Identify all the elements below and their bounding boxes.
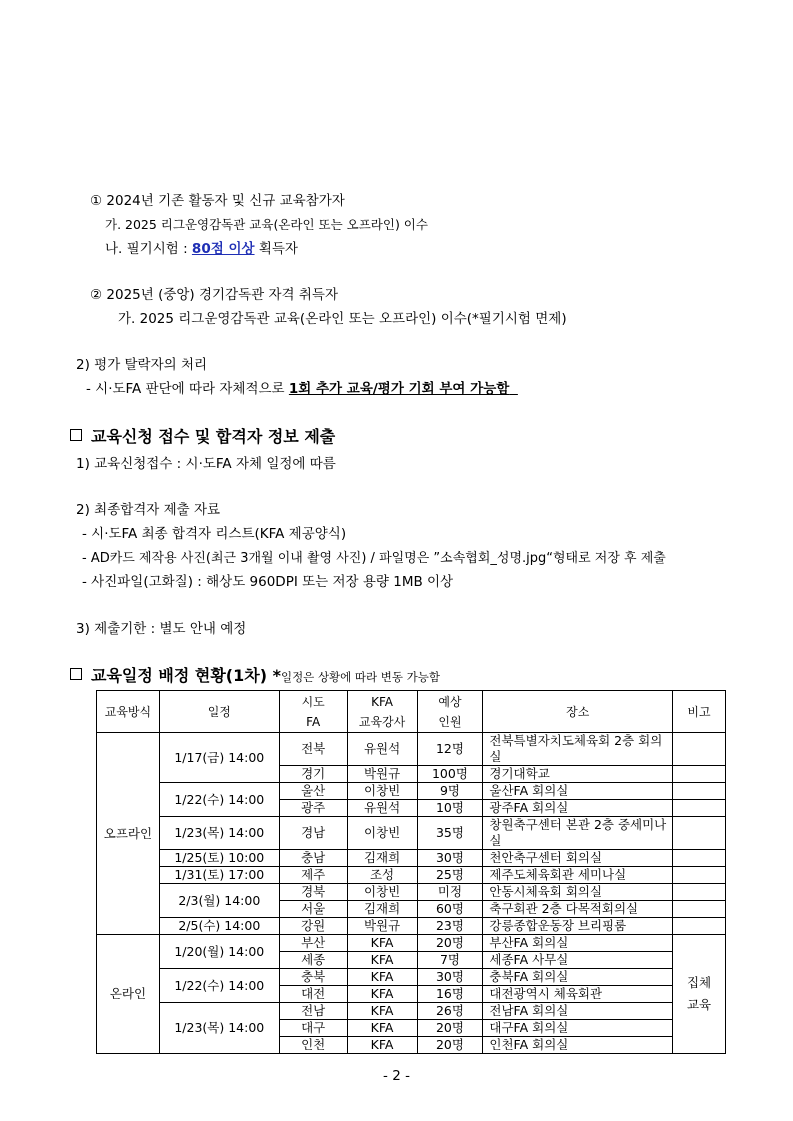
table-row (97, 935, 726, 952)
cell-remarks (673, 850, 726, 867)
cell-region: 강원 (279, 918, 347, 935)
cell-place: 천안축구센터 회의실 (483, 850, 673, 867)
item2-title: ② 2025년 (중앙) 경기감독관 자격 취득자 (90, 287, 338, 303)
cell-remarks (673, 766, 726, 783)
table-row (97, 733, 726, 766)
cell-region: 전남 (279, 1003, 347, 1020)
section2-item1: 1) 교육신청접수 : 시·도FA 자체 일정에 따름 (76, 456, 336, 472)
fail-title: 2) 평가 탈락자의 처리 (76, 357, 208, 373)
cell-date: 1/23(목) 14:00 (159, 1003, 279, 1054)
cell-expected: 25명 (417, 867, 483, 884)
cell-expected: 20명 (417, 935, 483, 952)
cell-date: 1/17(금) 14:00 (159, 733, 279, 783)
cell-instructor: 이창빈 (347, 783, 417, 800)
cell-region: 경남 (279, 817, 347, 850)
schedule-table (96, 690, 726, 1054)
cell-instructor: 김재희 (347, 901, 417, 918)
page-number: - 2 - (383, 1068, 410, 1084)
section3-heading: 교육일정 배정 현황(1차) *일정은 상황에 따라 변동 가능함 (70, 666, 440, 687)
cell-expected: 30명 (417, 969, 483, 986)
table-body (97, 733, 726, 1054)
cell-region: 인천 (279, 1037, 347, 1054)
section2-heading: 교육신청 접수 및 합격자 정보 제출 (70, 427, 335, 447)
cell-expected: 100명 (417, 766, 483, 783)
cell-date: 1/20(월) 14:00 (159, 935, 279, 969)
item2-a: 가. 2025 리그운영감독관 교육(온라인 또는 오프라인) 이수(*필기시험 면제) (118, 311, 567, 327)
checkbox-square-icon (70, 429, 82, 441)
cell-instructor: 박원규 (347, 766, 417, 783)
cell-expected: 미정 (417, 884, 483, 901)
cell-instructor: 조성 (347, 867, 417, 884)
cell-place: 광주FA 회의실 (483, 800, 673, 817)
cell-remarks (673, 901, 726, 918)
cell-date: 2/3(월) 14:00 (159, 884, 279, 918)
cell-place: 대구FA 회의실 (483, 1020, 673, 1037)
cell-instructor: 김재희 (347, 850, 417, 867)
cell-expected: 10명 (417, 800, 483, 817)
cell-remarks-group: 집체 교육 (673, 935, 726, 1054)
table-row (97, 817, 726, 850)
cell-remarks (673, 867, 726, 884)
cell-region: 대전 (279, 986, 347, 1003)
cell-expected: 12명 (417, 733, 483, 766)
cell-place: 대전광역시 체육회관 (483, 986, 673, 1003)
cell-instructor: 이창빈 (347, 817, 417, 850)
cell-place: 강릉종합운동장 브리핑룸 (483, 918, 673, 935)
cell-expected: 26명 (417, 1003, 483, 1020)
cell-instructor: KFA (347, 1020, 417, 1037)
cell-expected: 30명 (417, 850, 483, 867)
cell-expected: 7명 (417, 952, 483, 969)
cell-region: 경북 (279, 884, 347, 901)
highlight-score: 80점 이상 (191, 241, 255, 257)
cell-expected: 20명 (417, 1020, 483, 1037)
cell-region: 울산 (279, 783, 347, 800)
cell-remarks (673, 884, 726, 901)
cell-date: 1/22(수) 14:00 (159, 969, 279, 1003)
cell-region: 세종 (279, 952, 347, 969)
header-place: 장소 (483, 691, 673, 733)
table-row (97, 867, 726, 884)
cell-date: 1/23(목) 14:00 (159, 817, 279, 850)
item1-title: ① 2024년 기존 활동자 및 신규 교육참가자 (90, 193, 345, 209)
cell-remarks (673, 800, 726, 817)
cell-expected: 60명 (417, 901, 483, 918)
cell-remarks (673, 783, 726, 800)
cell-instructor: KFA (347, 935, 417, 952)
cell-place: 전남FA 회의실 (483, 1003, 673, 1020)
cell-remarks (673, 817, 726, 850)
cell-region: 경기 (279, 766, 347, 783)
cell-region: 제주 (279, 867, 347, 884)
item1-b: 나. 필기시험 : 80점 이상 획득자 (105, 241, 298, 257)
table-row (97, 850, 726, 867)
cell-instructor: KFA (347, 952, 417, 969)
section2-item2-b: - AD카드 제작용 사진(최근 3개월 이내 촬영 사진) / 파일명은 ”소속협회_성명.jpg“형태로 저장 후 제출 (82, 551, 666, 566)
cell-remarks (673, 918, 726, 935)
cell-date: 2/5(수) 14:00 (159, 918, 279, 935)
section2-item2-a: - 시·도FA 최종 합격자 리스트(KFA 제공양식) (82, 526, 347, 542)
cell-date: 1/25(토) 10:00 (159, 850, 279, 867)
cell-place: 전북특별자치도체육회 2층 회의실 (483, 733, 673, 766)
cell-instructor: 박원규 (347, 918, 417, 935)
header-date: 일정 (159, 691, 279, 733)
cell-place: 울산FA 회의실 (483, 783, 673, 800)
schedule-note: 일정은 상황에 따라 변동 가능함 (280, 670, 441, 684)
cell-date: 1/22(수) 14:00 (159, 783, 279, 817)
cell-instructor: 유원석 (347, 733, 417, 766)
cell-region: 대구 (279, 1020, 347, 1037)
table-row (97, 1003, 726, 1020)
cell-place: 안동시체육회 회의실 (483, 884, 673, 901)
cell-instructor: KFA (347, 969, 417, 986)
table-row (97, 969, 726, 986)
cell-place: 제주도체육회관 세미나실 (483, 867, 673, 884)
cell-method: 오프라인 (97, 733, 160, 935)
header-region: 시도 FA (279, 691, 347, 733)
cell-expected: 20명 (417, 1037, 483, 1054)
section2-item2-c: - 사진파일(고화질) : 해상도 960DPI 또는 저장 용량 1MB 이상 (82, 574, 454, 590)
section2-item3: 3) 제출기한 : 별도 안내 예정 (76, 621, 247, 637)
header-instructor: KFA 교육강사 (347, 691, 417, 733)
table-row (97, 918, 726, 935)
cell-region: 광주 (279, 800, 347, 817)
section2-item2-title: 2) 최종합격자 제출 자료 (76, 502, 221, 518)
table-row (97, 884, 726, 901)
cell-region: 전북 (279, 733, 347, 766)
fail-highlight: 1회 추가 교육/평가 기회 부여 가능함 (288, 381, 510, 397)
cell-remarks (673, 733, 726, 766)
checkbox-square-icon (70, 668, 82, 680)
cell-region: 서울 (279, 901, 347, 918)
cell-place: 축구회관 2층 다목적회의실 (483, 901, 673, 918)
cell-method: 온라인 (97, 935, 160, 1054)
cell-region: 충북 (279, 969, 347, 986)
header-remarks: 비고 (673, 691, 726, 733)
cell-instructor: KFA (347, 1003, 417, 1020)
cell-place: 인천FA 회의실 (483, 1037, 673, 1054)
fail-line: - 시·도FA 판단에 따라 자체적으로 1회 추가 교육/평가 기회 부여 가능함 (86, 381, 510, 397)
cell-place: 충북FA 회의실 (483, 969, 673, 986)
header-expected: 예상 인원 (417, 691, 483, 733)
item1-a: 가. 2025 리그운영감독관 교육(온라인 또는 오프라인) 이수 (105, 217, 428, 232)
cell-place: 창원축구센터 본관 2층 중세미나실 (483, 817, 673, 850)
cell-expected: 16명 (417, 986, 483, 1003)
cell-place: 부산FA 회의실 (483, 935, 673, 952)
cell-instructor: 유원석 (347, 800, 417, 817)
table-row (97, 783, 726, 800)
cell-date: 1/31(토) 17:00 (159, 867, 279, 884)
cell-expected: 35명 (417, 817, 483, 850)
cell-place: 세종FA 사무실 (483, 952, 673, 969)
cell-place: 경기대학교 (483, 766, 673, 783)
cell-region: 부산 (279, 935, 347, 952)
header-method: 교육방식 (97, 691, 160, 733)
cell-expected: 23명 (417, 918, 483, 935)
cell-instructor: 이창빈 (347, 884, 417, 901)
cell-instructor: KFA (347, 1037, 417, 1054)
cell-region: 충남 (279, 850, 347, 867)
cell-expected: 9명 (417, 783, 483, 800)
cell-instructor: KFA (347, 986, 417, 1003)
